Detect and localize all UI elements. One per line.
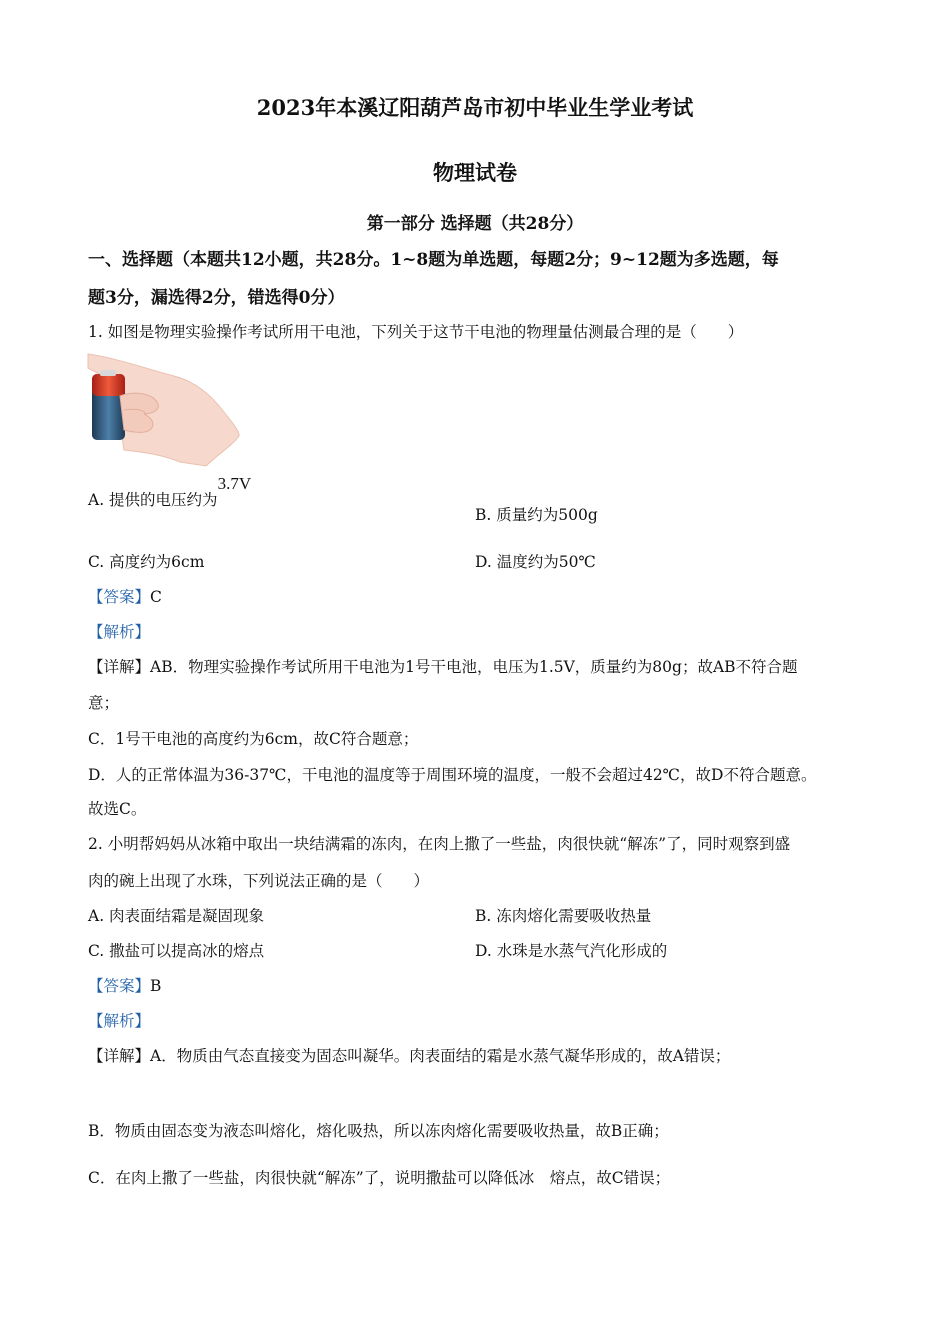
q1-detail-line2: 意；	[88, 694, 120, 712]
q2-analysis-tag: 【解析】	[88, 1012, 151, 1030]
q1-stem: 1. 如图是物理实验操作考试所用干电池，下列关于这节干电池的物理量估测最合理的是（ ）	[88, 323, 744, 341]
q1-option-a-value: 3.7V	[217, 474, 252, 493]
q2-stem-line2: 肉的碗上出现了水珠，下列说法正确的是（ ）	[88, 872, 430, 890]
q1-detail-line3: C．1号干电池的高度约为6cm，故C符合题意；	[88, 730, 419, 748]
q2-detail-text1: A．物质由气态直接变为固态叫凝华。肉表面结的霜是水蒸气凝华形成的，故A错误；	[150, 1047, 731, 1065]
part-heading: 第一部分 选择题（共28分）	[366, 214, 584, 234]
q1-option-a-text: A. 提供的电压约为	[88, 491, 218, 509]
q2-answer-tag: 【答案】	[88, 977, 151, 995]
q1-answer	[88, 585, 162, 607]
section-heading-line1: 一、选择题（本题共12小题，共28分。1~8题为单选题，每题2分；9~12题为多选题，每	[88, 250, 779, 270]
q1-option-d: D. 温度约为50℃	[475, 553, 596, 571]
q2-detail-tag: 【详解】	[88, 1047, 151, 1065]
q2-detail-line2: B．物质由固态变为液态叫熔化，熔化吸热，所以冻肉熔化需要吸收热量，故B正确；	[88, 1122, 669, 1140]
q2-option-c: C. 撒盐可以提高冰的熔点	[88, 942, 265, 960]
q1-analysis-tag: 【解析】	[88, 623, 151, 641]
q1-option-a	[88, 474, 252, 510]
q1-answer-value: C	[150, 588, 162, 606]
q1-detail-text1: AB．物理实验操作考试所用干电池为1号干电池，电压为1.5V，质量约为80g；故AB不符合题	[150, 658, 798, 676]
q1-option-b: B. 质量约为500g	[475, 506, 598, 524]
q1-answer-tag: 【答案】	[88, 588, 151, 606]
exam-title: 2023年本溪辽阳葫芦岛市初中毕业生学业考试	[256, 95, 694, 120]
q2-option-a: A. 肉表面结霜是凝固现象	[88, 907, 265, 925]
section-heading-line2: 题3分，漏选得2分，错选得0分）	[88, 288, 345, 308]
q1-detail-line4: D．人的正常体温为36-37℃，干电池的温度等于周围环境的温度，一般不会超过42℃，故D不符合题意。	[88, 766, 817, 784]
q1-option-c: C. 高度约为6cm	[88, 553, 205, 571]
q2-detail-line1	[88, 1044, 730, 1066]
q2-answer	[88, 974, 161, 996]
q2-stem-line1: 2. 小明帮妈妈从冰箱中取出一块结满霜的冻肉，在肉上撒了一些盐，肉很快就“解冻”了，同时观察到盛	[88, 835, 791, 853]
q2-option-b: B. 冻肉熔化需要吸收热量	[475, 907, 652, 925]
q1-detail-tag: 【详解】	[88, 658, 151, 676]
q2-answer-value: B	[150, 977, 162, 995]
exam-subtitle: 物理试卷	[433, 160, 517, 185]
q1-detail-line5: 故选C。	[88, 800, 147, 818]
battery-in-hand-figure	[86, 350, 242, 468]
q2-option-d: D. 水珠是水蒸气汽化形成的	[475, 942, 668, 960]
q2-detail-line3: C．在肉上撒了一些盐，肉很快就“解冻”了，说明撒盐可以降低冰 熔点，故C错误；	[88, 1169, 671, 1187]
q1-detail-line1	[88, 655, 798, 677]
